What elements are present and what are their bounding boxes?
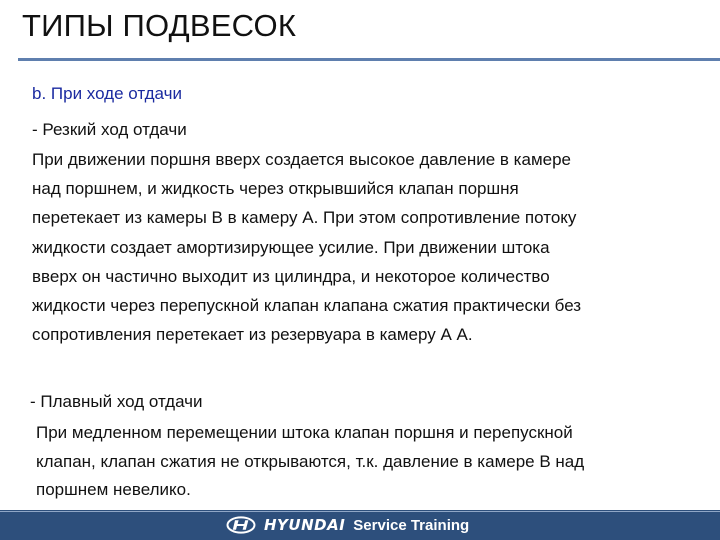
section-heading-smooth-rebound: - Плавный ход отдачи [30,392,203,411]
body-line: жидкости создает амортизирующее усилие. При движении штока [32,237,550,257]
body-line: поршнем невелико. [36,480,191,499]
footer-brand [226,514,469,536]
body-line: жидкости через перепускной клапан клапана сжатия практически без [32,296,582,316]
slide-title: ТИПЫ ПОДВЕСОК [22,8,297,43]
section-body-sharp-rebound [32,145,581,349]
body-line: клапан, клапан сжатия не открываются, т.к. давление в камере B над [36,451,585,471]
footer-divider [0,511,720,512]
body-line: сопротивления перетекает из резервуара в камеру А А. [32,325,473,345]
footer-brand-name: HYUNDAI [264,516,346,534]
body-line: При движении поршня вверх создается высокое давление в камере [32,150,571,169]
slide-subtitle: b. При ходе отдачи [32,84,182,103]
body-line: вверх он частично выходит из цилиндра, и некоторое количество [32,266,550,286]
footer-label: Service Training [353,516,470,534]
title-divider [18,58,720,61]
section-body-smooth-rebound [36,419,584,505]
body-line: перетекает из камеры B в камеру А. При этом сопротивление потоку [32,208,577,228]
hyundai-logo-icon [226,516,256,534]
section-heading-sharp-rebound: - Резкий ход отдачи [32,120,187,139]
body-line: над поршнем, и жидкость через открывшийся клапан поршня [32,179,519,199]
body-line: При медленном перемещении штока клапан поршня и перепускной [36,423,573,442]
